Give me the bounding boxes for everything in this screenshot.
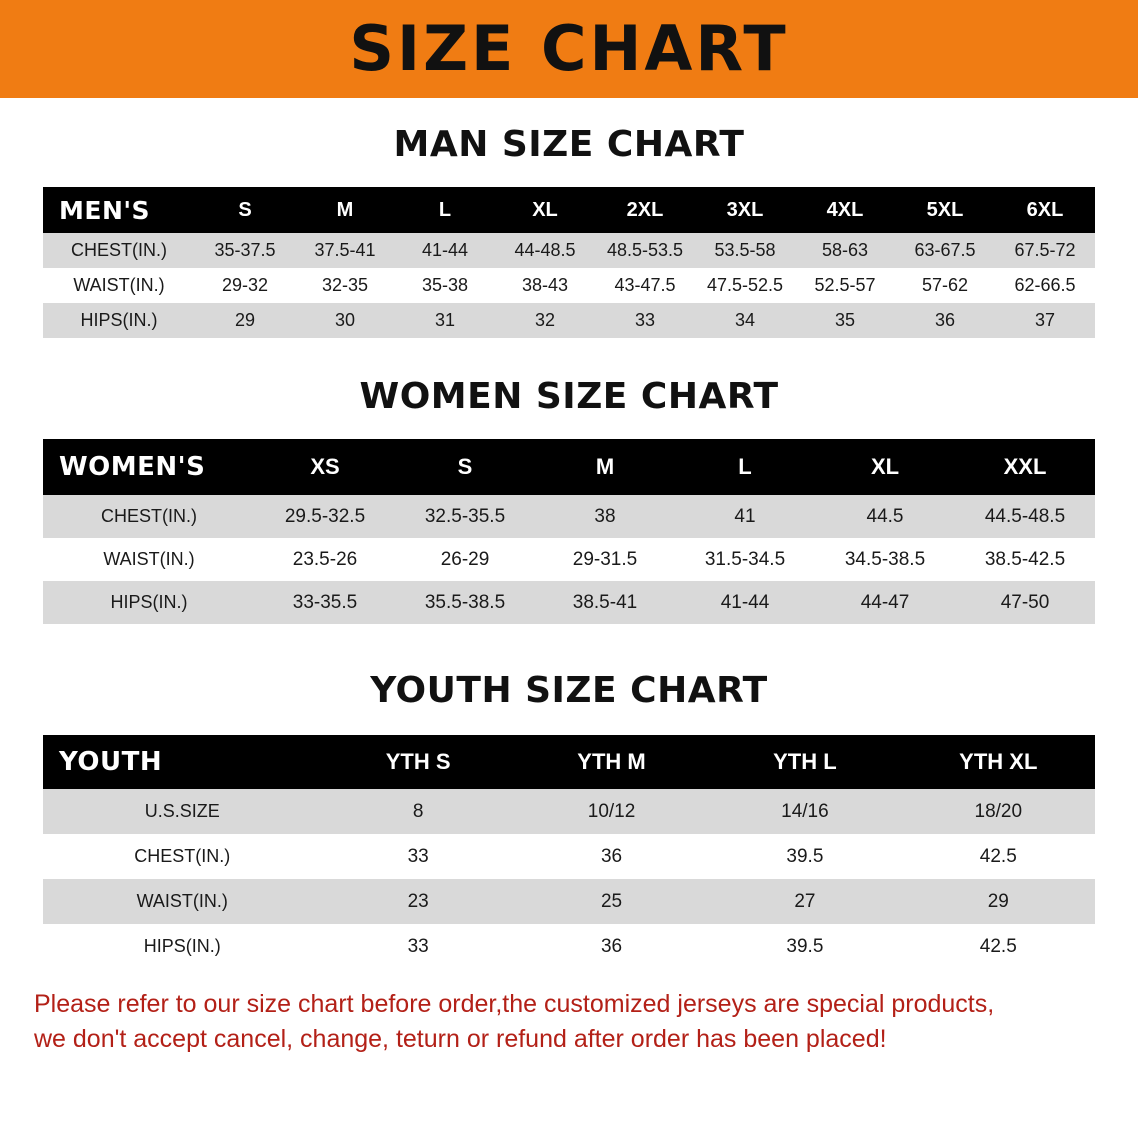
women-cell: 38.5-41 xyxy=(572,591,638,613)
women-cell: 32.5-35.5 xyxy=(424,505,506,527)
man-row-label: CHEST(IN.) xyxy=(71,240,167,260)
man-cell: 30 xyxy=(334,310,356,330)
man-cell: 35-37.5 xyxy=(214,240,276,260)
youth-row-label: HIPS(IN.) xyxy=(143,936,221,956)
man-cell: 43-47.5 xyxy=(614,275,676,295)
man-cell: 52.5-57 xyxy=(814,275,876,295)
women-cell: 41 xyxy=(734,505,756,527)
youth-cell: 39.5 xyxy=(786,935,824,957)
youth-col-header: YTH S xyxy=(385,749,451,774)
man-cell: 36 xyxy=(934,310,956,330)
women-col-header: XXL xyxy=(1003,454,1047,479)
man-col-header: 4XL xyxy=(826,198,864,221)
youth-col-header: YTH L xyxy=(773,749,837,774)
man-cell: 33 xyxy=(634,310,656,330)
man-cell: 37.5-41 xyxy=(314,240,376,260)
table-row xyxy=(43,233,1095,268)
policy-note xyxy=(34,987,1104,1056)
man-row-label: WAIST(IN.) xyxy=(73,275,165,295)
youth-col-header: YTH XL xyxy=(959,749,1038,774)
man-col-header: 6XL xyxy=(1026,198,1064,221)
women-col-header: L xyxy=(738,454,752,479)
man-cell: 29-32 xyxy=(221,275,269,295)
man-size-table xyxy=(43,187,1095,338)
women-corner-label: WOMEN'S xyxy=(59,452,206,482)
youth-cell: 25 xyxy=(600,890,623,912)
man-cell: 47.5-52.5 xyxy=(706,275,784,295)
man-cell: 58-63 xyxy=(821,240,869,260)
women-cell: 47-50 xyxy=(1000,591,1050,613)
women-cell: 29-31.5 xyxy=(572,548,638,570)
man-cell: 62-66.5 xyxy=(1014,275,1076,295)
women-row-label: CHEST(IN.) xyxy=(101,506,197,526)
women-cell: 41-44 xyxy=(720,591,770,613)
women-cell: 29.5-32.5 xyxy=(284,505,366,527)
youth-header-row xyxy=(43,735,1095,789)
youth-cell: 18/20 xyxy=(974,800,1023,822)
youth-cell: 29 xyxy=(987,890,1009,912)
women-size-table xyxy=(43,439,1095,624)
man-cell: 41-44 xyxy=(421,240,469,260)
table-row xyxy=(43,834,1095,879)
page-banner xyxy=(0,0,1138,98)
women-cell: 44.5-48.5 xyxy=(984,505,1066,527)
women-col-header: XL xyxy=(870,454,900,479)
women-cell: 34.5-38.5 xyxy=(844,548,926,570)
man-cell: 48.5-53.5 xyxy=(606,240,684,260)
man-header-row xyxy=(43,187,1095,233)
man-cell: 67.5-72 xyxy=(1014,240,1076,260)
man-cell: 63-67.5 xyxy=(914,240,976,260)
table-row xyxy=(43,268,1095,303)
table-row xyxy=(43,538,1095,581)
women-cell: 35.5-38.5 xyxy=(424,591,506,613)
youth-cell: 36 xyxy=(600,935,623,957)
women-col-header: XS xyxy=(310,454,340,479)
youth-cell: 8 xyxy=(412,800,424,822)
man-col-header: 3XL xyxy=(726,198,764,221)
youth-cell: 33 xyxy=(407,845,429,867)
page-title: SIZE CHART xyxy=(349,12,789,85)
youth-row-label: U.S.SIZE xyxy=(144,801,220,821)
youth-cell: 39.5 xyxy=(786,845,824,867)
man-col-header: L xyxy=(438,198,452,221)
youth-cell: 27 xyxy=(794,890,816,912)
youth-cell: 14/16 xyxy=(781,800,829,822)
women-row-label: HIPS(IN.) xyxy=(110,592,188,612)
table-row xyxy=(43,924,1095,969)
policy-note-line-1: Please refer to our size chart before order,the customized jerseys are special products, xyxy=(34,990,995,1018)
women-cell: 44-47 xyxy=(860,591,910,613)
women-cell: 44.5 xyxy=(866,505,904,527)
youth-col-header: YTH M xyxy=(577,749,646,774)
youth-cell: 36 xyxy=(600,845,623,867)
youth-cell: 42.5 xyxy=(979,845,1017,867)
man-col-header: XL xyxy=(532,198,558,221)
man-cell: 37 xyxy=(1034,310,1056,330)
man-section-heading: MAN SIZE CHART xyxy=(393,124,745,165)
youth-corner-label: YOUTH xyxy=(59,747,163,777)
man-row-label: HIPS(IN.) xyxy=(80,310,158,330)
youth-row-label: CHEST(IN.) xyxy=(134,846,231,866)
man-cell: 38-43 xyxy=(521,275,569,295)
youth-cell: 23 xyxy=(407,890,429,912)
man-col-header: M xyxy=(336,198,354,221)
women-section-heading: WOMEN SIZE CHART xyxy=(359,376,779,417)
table-row xyxy=(43,879,1095,924)
women-row-label: WAIST(IN.) xyxy=(103,549,195,569)
women-cell: 23.5-26 xyxy=(292,548,358,570)
table-row xyxy=(43,495,1095,538)
women-cell: 38 xyxy=(594,505,616,527)
man-cell: 34 xyxy=(734,310,756,330)
man-cell: 32-35 xyxy=(321,275,369,295)
man-cell: 31 xyxy=(434,310,456,330)
youth-cell: 10/12 xyxy=(587,800,636,822)
man-cell: 57-62 xyxy=(921,275,969,295)
women-cell: 31.5-34.5 xyxy=(704,548,786,570)
man-cell: 32 xyxy=(534,310,556,330)
women-col-header: S xyxy=(457,454,473,479)
youth-cell: 33 xyxy=(407,935,429,957)
women-header-row xyxy=(43,439,1095,495)
youth-section-heading: YOUTH SIZE CHART xyxy=(370,670,768,711)
man-col-header: 2XL xyxy=(626,198,664,221)
women-cell: 38.5-42.5 xyxy=(984,548,1066,570)
table-row xyxy=(43,581,1095,624)
table-row xyxy=(43,789,1095,834)
man-cell: 44-48.5 xyxy=(514,240,576,260)
man-cell: 35-38 xyxy=(421,275,469,295)
man-cell: 29 xyxy=(234,310,256,330)
table-row xyxy=(43,303,1095,338)
women-cell: 33-35.5 xyxy=(292,591,358,613)
man-col-header: 5XL xyxy=(926,198,964,221)
policy-note-line-2: we don't accept cancel, change, teturn or refund after order has been placed! xyxy=(34,1024,887,1053)
women-cell: 26-29 xyxy=(440,548,490,570)
man-cell: 53.5-58 xyxy=(714,240,776,260)
women-col-header: M xyxy=(595,454,615,479)
man-cell: 35 xyxy=(834,310,856,330)
man-corner-label: MEN'S xyxy=(59,195,151,225)
youth-row-label: WAIST(IN.) xyxy=(136,891,228,911)
youth-cell: 42.5 xyxy=(979,935,1017,957)
youth-size-table xyxy=(43,735,1095,969)
man-col-header: S xyxy=(238,198,252,221)
